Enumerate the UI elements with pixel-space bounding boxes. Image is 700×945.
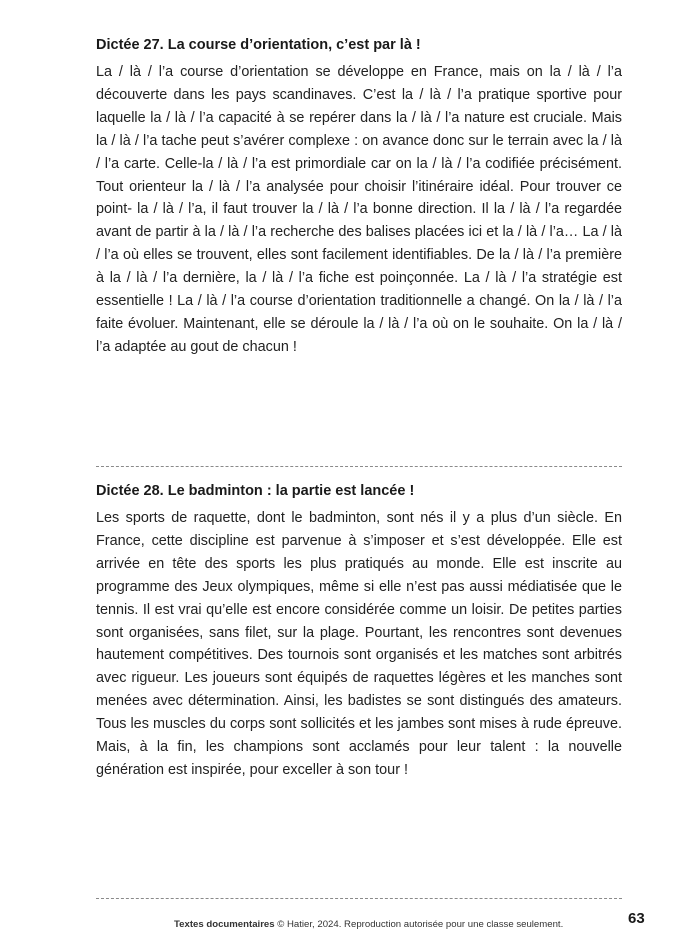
- dashed-separator: [96, 466, 622, 467]
- dictee-28-title: Dictée 28. Le badminton : la partie est lancée !: [96, 483, 415, 499]
- dictee-28-section: [96, 482, 622, 782]
- footer-source-label: Textes documentaires: [174, 919, 275, 930]
- dictee-27-section: [96, 36, 622, 359]
- dictee-27-text: La / là / l’a course d’orientation se développe en France, mais on la / là / l’a découverte dans les pays scandinaves. C’est la / là / l’a pratique sportive pour laquelle la / là / l’a capacité à se repérer dans la / là / l’a nature est cruciale. Mais la / là / l’a tache peut s’avérer complexe : on avance donc sur le terrain avec la / là / l’a carte. Celle-la / là / l’a est primordiale car on la / là / l’a codifiée précisément. Tout orienteur la / là / l’a analysée pour choisir l’itinéraire idéal. Pour trouver ce point- la / là / l’a, il faut trouver la / là / l’a bonne direction. Il la / là / l’a regardée avant de partir à la / là / l’a recherche des balises placées ici et la / là / l’a… La / là / l’a où elles se trouvent, elles sont facilement identifiables. De la / là / l’a première à la / là / l’a dernière, la / là / l’a fiche est poinçonnée. La / là / l’a stratégie est essentielle ! La / là / l’a course d’orientation traditionnelle a changé. On la / là / l’a faite évoluer. Maintenant, elle se déroule la / là / l’a où on le souhaite. On la / là / l’a adaptée au gout de chacun !: [96, 64, 622, 355]
- dashed-separator: [96, 898, 622, 899]
- dictee-27-title: Dictée 27. La course d’orientation, c’est par là !: [96, 37, 421, 53]
- dictee-28-text: Les sports de raquette, dont le badminton, sont nés il y a plus d’un siècle. En France, cette discipline est parvenue à s’imposer et s’est développée. Elle est arrivée en tête des sports les plus pratiqués au monde. Elle est inscrite au programme des Jeux olympiques, même si elle n’est pas aussi médiatisée que le tennis. Il est vrai qu’elle est encore considérée comme un loisir. De petites parties sont organisées, sans filet, sur la plage. Pourtant, les rencontres sont devenues hautement compétitives. Des tournois sont organisés et les matches sont arbitrés avec rigueur. Les joueurs sont équipés de raquettes légères et les manches sont menées avec détermination. Ainsi, les badistes se sont distingués des amateurs. Tous les muscles du corps sont sollicités et les jambes sont mises à rude épreuve. Mais, à la fin, les champions sont acclamés pour leur talent : la nouvelle génération est inspirée, pour exceller à son tour !: [96, 510, 622, 778]
- page-number: 63: [628, 910, 645, 927]
- footer-credit: [174, 919, 563, 931]
- footer-copyright: © Hatier, 2024. Reproduction autorisée pour une classe seulement.: [274, 919, 564, 930]
